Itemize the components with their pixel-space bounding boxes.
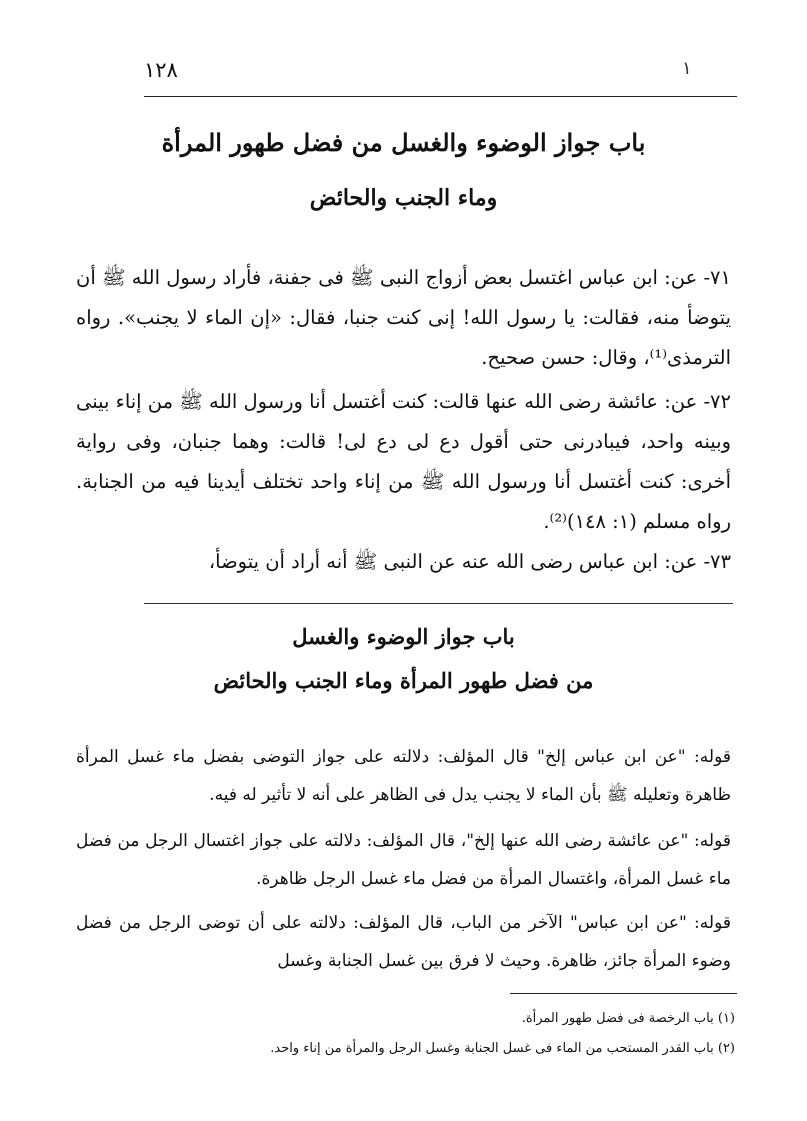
section-title-line1: باب جواز الوضوء والغسل من فضل طهور المرأة bbox=[161, 128, 646, 157]
section-divider bbox=[144, 603, 733, 604]
chapter-mark: ١ bbox=[682, 58, 692, 79]
commentary-title-line2: من فضل طهور المرأة وماء الجنب والحائض bbox=[213, 668, 594, 693]
section-title-line2: وماء الجنب والحائض bbox=[309, 185, 498, 211]
commentary-paragraph: قوله: "عن ابن عباس" الآخر من الباب، قال المؤلف: دلالته على أن توضى الرجل من فضل وضوء المرأة جائز، ظاهرة. وحيث لا فرق بين غسل الجنابة وغسل bbox=[76, 913, 731, 971]
footnote-divider bbox=[510, 993, 737, 994]
page-number: ١٢٨ bbox=[144, 58, 178, 82]
hadith-71: ٧١- عن: ابن عباس اغتسل بعض أزواج النبى ﷺ فى جفنة، فأراد رسول الله ﷺ أن يتوضأ منه، فقالت: يا رسول الله! إنى كنت جنبا، فقال: «إن الماء لا يجنب». رواه الترمذى⁽¹⁾، وقال: حسن صحيح. bbox=[76, 266, 731, 369]
commentary-title-line1: باب جواز الوضوء والغسل bbox=[292, 624, 515, 649]
header-divider bbox=[144, 96, 737, 97]
footnote-2: (٢) باب القدر المستحب من الماء فى غسل الجنابة وغسل الرجل والمرأة من إناء واحد. bbox=[270, 1041, 735, 1056]
commentary-paragraph: قوله: "عن عائشة رضى الله عنها إلخ"، قال المؤلف: دلالته على جواز اغتسال الرجل من فضل ماء غسل المرأة، واغتسال المرأة من فضل ماء غسل الرجل ظاهرة. bbox=[76, 831, 731, 889]
hadith-72: ٧٢- عن: عائشة رضى الله عنها قالت: كنت أغتسل أنا ورسول الله ﷺ من إناء بينى وبينه واحد، فيبادرنى حتى أقول دع لى دع لى! قالت: وهما جنبان، وفى رواية أخرى: كنت أغتسل أنا ورسول الله ﷺ من إناء واحد تختلف أيدينا فيه من الجنابة. رواه مسلم (١: ١٤٨)⁽²⁾. bbox=[76, 390, 731, 533]
footnote-1: (١) باب الرخصة فى فضل طهور المرأة. bbox=[521, 1011, 735, 1026]
commentary-paragraph: قوله: "عن ابن عباس إلخ" قال المؤلف: دلالته على جواز التوضى بفضل ماء غسل المرأة ظاهرة وتعليله ﷺ بأن الماء لا يجنب يدل فى الظاهر على أنه لا تأثير له فيه. bbox=[76, 747, 731, 805]
hadith-73: ٧٣- عن: ابن عباس رضى الله عنه عن النبى ﷺ أنه أراد أن يتوضأ، bbox=[208, 550, 731, 573]
